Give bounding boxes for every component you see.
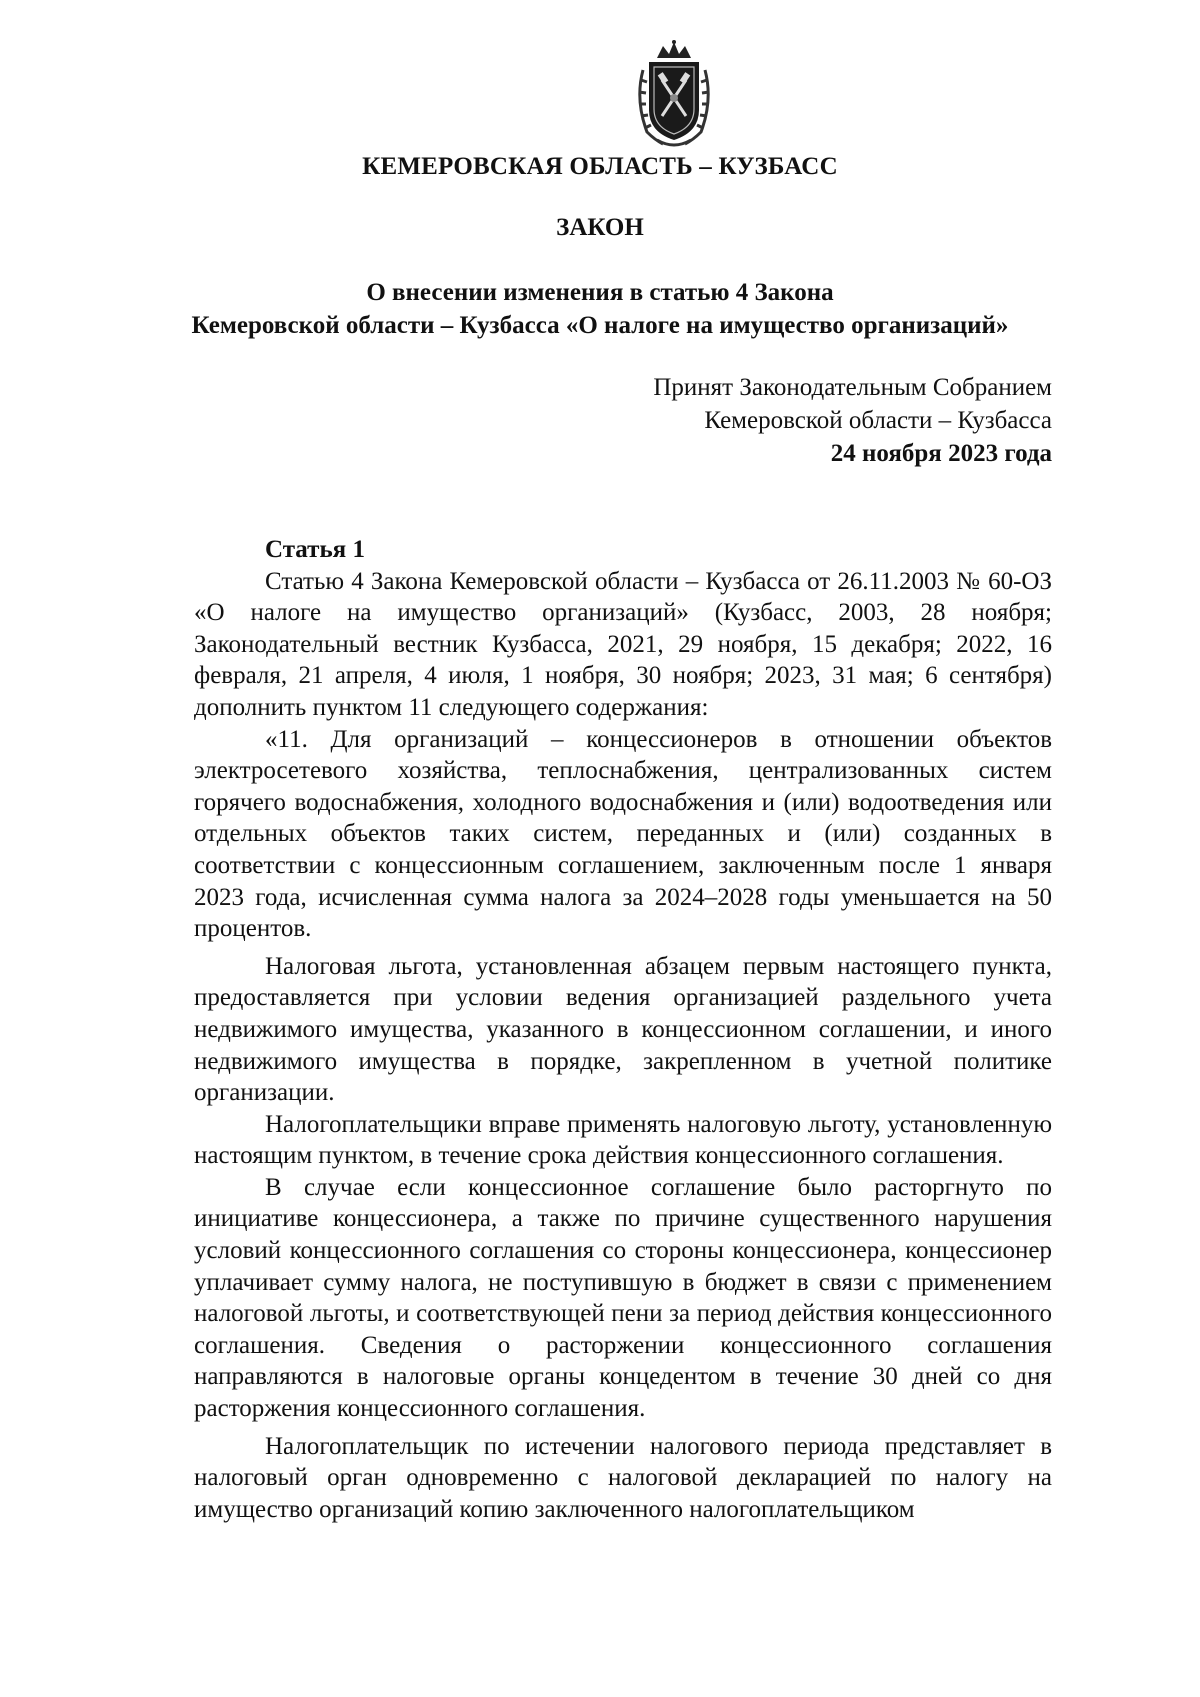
law-title (0, 276, 1200, 342)
region-name: КЕМЕРОВСКАЯ ОБЛАСТЬ – КУЗБАСС (362, 153, 838, 180)
adoption-line-1: Принят Законодательным Собранием (653, 374, 1052, 401)
paragraph: Статью 4 Закона Кемеровской области – Кузбасса от 26.11.2003 № 60-ОЗ «О налоге на имущество организаций» (Кузбасс, 2003, 28 ноября; Законодательный вестник Кузбасса, 2021, 29 ноября, 15 декабря; 2022, 16 февраля, 21 апреля, 4 июля, 1 ноября, 30 ноября; 2023, 31 мая; 6 сентября) дополнить пунктом 11 следующего содержания: (194, 567, 1052, 721)
law-title-line-1: О внесении изменения в статью 4 Закона (366, 279, 834, 306)
adoption-date: 24 ноября 2023 года (830, 440, 1052, 467)
paragraph: Налогоплательщик по истечении налогового периода представляет в налоговый орган одновременно с налоговой декларацией по налогу на имущество организаций копию заключенного налогоплательщиком (194, 1432, 1052, 1523)
article-heading: Статья 1 (265, 536, 365, 563)
paragraph: «11. Для организаций – концессионеров в отношении объектов электросетевого хозяйства, теплоснабжения, централизованных систем горячего водоснабжения, холодного водоснабжения и (или) водоотведения или отдельных объектов таких систем, переданных и (или) созданных в соответствии с концессионным соглашением, заключенным после 1 января 2023 года, исчисленная сумма налога за 2024–2028 годы уменьшается на 50 процентов. (194, 725, 1052, 943)
paragraph: В случае если концессионное соглашение было расторгнуто по инициативе концессионера, а также по причине существенного нарушения условий концессионного соглашения со стороны концессионера, концессионер уплачивает сумму налога, не поступившую в бюджет в связи с применением налоговой льготы, и соответствующей пени за период действия концессионного соглашения. Сведения о расторжении концессионного соглашения направляются в налоговые органы концедентом в течение 30 дней со дня расторжения концессионного соглашения. (194, 1173, 1052, 1423)
law-title-line-2: Кемеровской области – Кузбасса «О налоге на имущество организаций» (191, 312, 1009, 339)
paragraph: Налогоплательщики вправе применять налоговую льготу, установленную настоящим пунктом, в течение срока действия концессионного соглашения. (194, 1110, 1052, 1170)
article-body (194, 534, 1052, 1525)
coat-of-arms-icon (633, 40, 715, 150)
paragraph: Налоговая льгота, установленная абзацем первым настоящего пункта, предоставляется при условии ведения организацией раздельного учета недвижимого имущества, указанного в концессионном соглашении, и иного недвижимого имущества в порядке, закрепленном в учетной политике организации. (194, 952, 1052, 1107)
adoption-line-2: Кемеровской области – Кузбасса (704, 407, 1052, 434)
document-type: ЗАКОН (556, 214, 644, 241)
adoption-block (653, 371, 1052, 470)
